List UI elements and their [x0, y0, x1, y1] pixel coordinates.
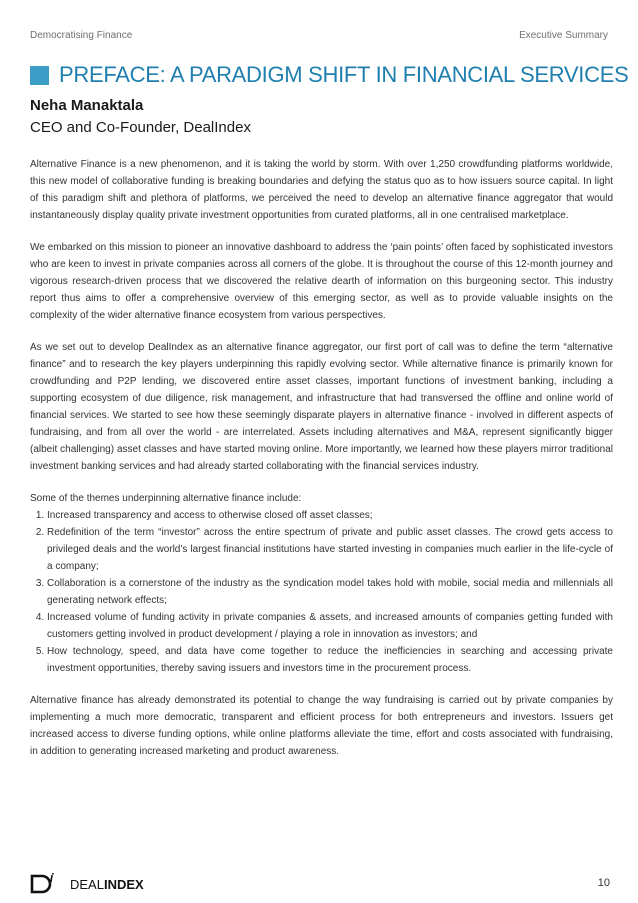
section-title: PREFACE: A PARADIGM SHIFT IN FINANCIAL SERVICES [59, 62, 629, 87]
paragraph: We embarked on this mission to pioneer an innovative dashboard to address the ‘pain points’ often faced by sophisticated investors who are keen to invest in private companies across all corners of the globe. It is throughout the course of this 12-month journey and vigorous research-driven process that we discovered the relative dearth of information on this burgeoning sector. This industry report thus aims to offer a comprehensive overview of this emerging sector, as well as to provide valuable insights on the complexity of the wider alternative finance ecosystem from various perspectives. [30, 242, 613, 321]
author-name: Neha Manaktala [30, 97, 144, 114]
page-number: 10 [597, 877, 610, 889]
themes-intro: Some of the themes underpinning alternative finance include: [30, 493, 302, 504]
title-square-icon [30, 66, 49, 85]
list-item: 4. Increased volume of funding activity in private companies & assets, and increased amounts of companies getting funded with customers getting involved in product development / playing a role in innovation as investors; and [47, 609, 613, 643]
body-text [30, 156, 613, 775]
page-header [30, 30, 608, 44]
header-left-text: Democratising Finance [30, 30, 133, 41]
dealindex-logo-icon [30, 873, 60, 895]
section-title-row [30, 62, 629, 90]
themes-list [30, 507, 613, 677]
list-item: 2. Redefinition of the term “investor” across the entire spectrum of private and public asset classes. The crowd gets access to privileged deals and the world’s largest financial institutions have started investing in companies much earlier in the life-cycle of a company; [47, 524, 613, 575]
list-item: 3. Collaboration is a cornerstone of the industry as the syndication model takes hold with mobile, social media and millennials all generating network effects; [47, 575, 613, 609]
header-right-text: Executive Summary [519, 30, 608, 41]
list-item: 5. How technology, speed, and data have come together to reduce the inefficiencies in searching and accessing private investment opportunities, thereby saving issuers and investors time in the procurement process. [47, 643, 613, 677]
footer-logo [30, 873, 170, 895]
logo-text-deal: DEAL [70, 877, 104, 892]
author-role: CEO and Co-Founder, DealIndex [30, 119, 251, 136]
paragraph: As we set out to develop DealIndex as an alternative finance aggregator, our first port of call was to define the term “alternative finance” and to research the key players underpinning this rapidly evolving sector. While alternative finance is primarily known for crowdfunding and P2P lending, we discovered entire asset classes, important functions of investment banking, including a supporting ecosystem of due diligence, risk management, and infrastructure that had transversed the offline and online world of financial services. We started to see how these seemingly disparate players in alternative finance - involved in different aspects of fundraising, and from all over the world - are interrelated. Assets including alternatives and M&A, represent significantly bigger (albeit challenging) asset classes and have started moving online. More importantly, we learned how these players mirror traditional investment banking services and had already started collaborating with the financial services industry. [30, 342, 613, 472]
closing-paragraph: Alternative finance has already demonstrated its potential to change the way fundraising is carried out by private companies by implementing a much more democratic, transparent and efficient process for both entrepreneurs and investors. Issuers get increased access to diverse funding options, while online platforms alleviate the time, effort and costs associated with fundraising, in addition to generating increased marketing and product awareness. [30, 695, 613, 757]
logo-wordmark [70, 877, 144, 892]
paragraph: Alternative Finance is a new phenomenon, and it is taking the world by storm. With over 1,250 crowdfunding platforms worldwide, this new model of collaborative funding is breaking boundaries and defying the status quo as to how issuers source capital. In light of this paradigm shift and plethora of platforms, we perceived the need to develop an alternative finance aggregator that would instantaneously display quality private investment opportunities from curated platforms, all in one centralised marketplace. [30, 159, 613, 221]
logo-text-index: INDEX [103, 877, 144, 892]
list-item: 1. Increased transparency and access to otherwise closed off asset classes; [47, 507, 613, 524]
